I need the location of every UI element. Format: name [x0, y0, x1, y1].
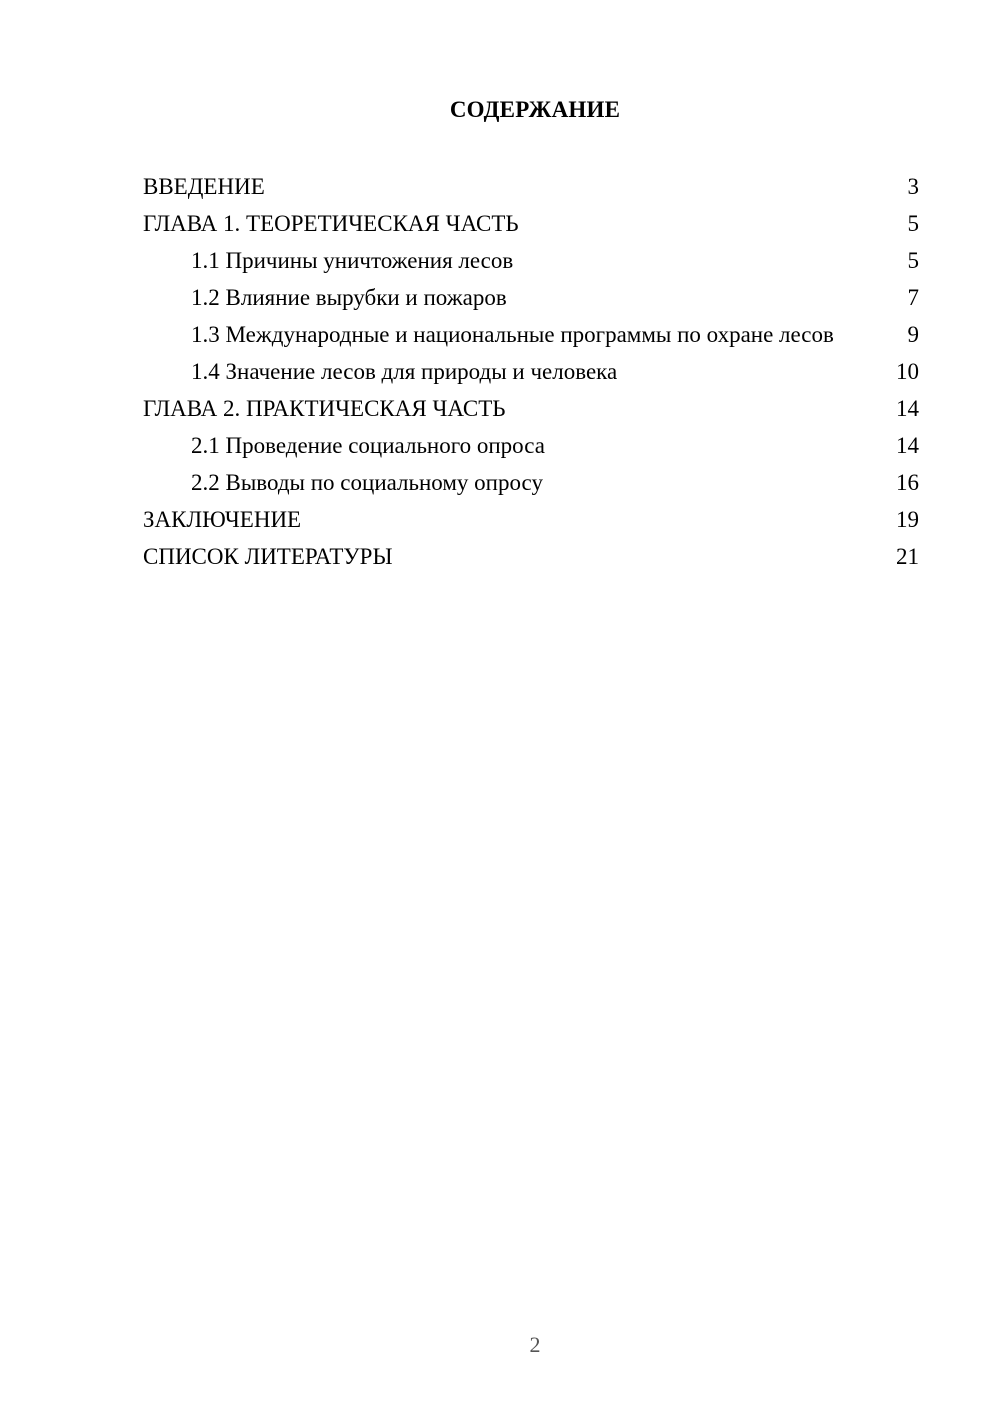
- toc-entry-section-1-1[interactable]: [143, 242, 919, 279]
- toc-entry-section-1-3[interactable]: [143, 316, 919, 353]
- toc-entry-label: ГЛАВА 2. ПРАКТИЧЕСКАЯ ЧАСТЬ: [143, 396, 506, 421]
- toc-entry-section-2-2[interactable]: [143, 464, 919, 501]
- toc-entry-label: ВВЕДЕНИЕ: [143, 174, 265, 199]
- toc-entry-label: 2.2 Выводы по социальному опросу: [191, 470, 543, 495]
- toc-entry-label: ЗАКЛЮЧЕНИЕ: [143, 507, 302, 532]
- toc-entry-label: ГЛАВА 1. ТЕОРЕТИЧЕСКАЯ ЧАСТЬ: [143, 211, 519, 236]
- toc-entry-page: 16: [896, 470, 919, 495]
- toc-entry-label: 1.4 Значение лесов для природы и человека: [191, 359, 618, 384]
- toc-entry-page: 3: [907, 174, 919, 199]
- toc-entry-page: 5: [907, 248, 919, 273]
- toc-entry-label: 1.2 Влияние вырубки и пожаров: [191, 285, 507, 310]
- toc-entry-page: 7: [907, 285, 919, 310]
- toc-entry-page: 19: [896, 507, 919, 532]
- toc-entry-introduction[interactable]: [143, 168, 919, 205]
- toc-entry-section-1-4[interactable]: [143, 353, 919, 390]
- toc-entry-page: 9: [907, 322, 919, 347]
- toc-entry-page: 10: [896, 359, 919, 384]
- toc-entry-section-1-2[interactable]: [143, 279, 919, 316]
- toc-entry-label: СПИСОК ЛИТЕРАТУРЫ: [143, 544, 393, 569]
- toc-entry-chapter-1[interactable]: [143, 205, 919, 242]
- toc-entry-page: 5: [907, 211, 919, 236]
- toc-entry-label: 1.1 Причины уничтожения лесов: [191, 248, 514, 273]
- toc-entry-chapter-2[interactable]: [143, 390, 919, 427]
- page-number: 2: [529, 1332, 541, 1357]
- toc-entry-references[interactable]: [143, 538, 919, 575]
- toc-entry-label: 1.3 Международные и национальные программы по охране лесов: [191, 322, 834, 347]
- toc-entry-page: 14: [896, 433, 919, 458]
- toc-entry-page: 14: [896, 396, 919, 421]
- page-title: СОДЕРЖАНИЕ: [449, 97, 621, 122]
- toc-entry-page: 21: [896, 544, 919, 569]
- table-of-contents: [143, 168, 919, 575]
- toc-entry-label: 2.1 Проведение социального опроса: [191, 433, 545, 458]
- toc-entry-section-2-1[interactable]: [143, 427, 919, 464]
- toc-entry-conclusion[interactable]: [143, 501, 919, 538]
